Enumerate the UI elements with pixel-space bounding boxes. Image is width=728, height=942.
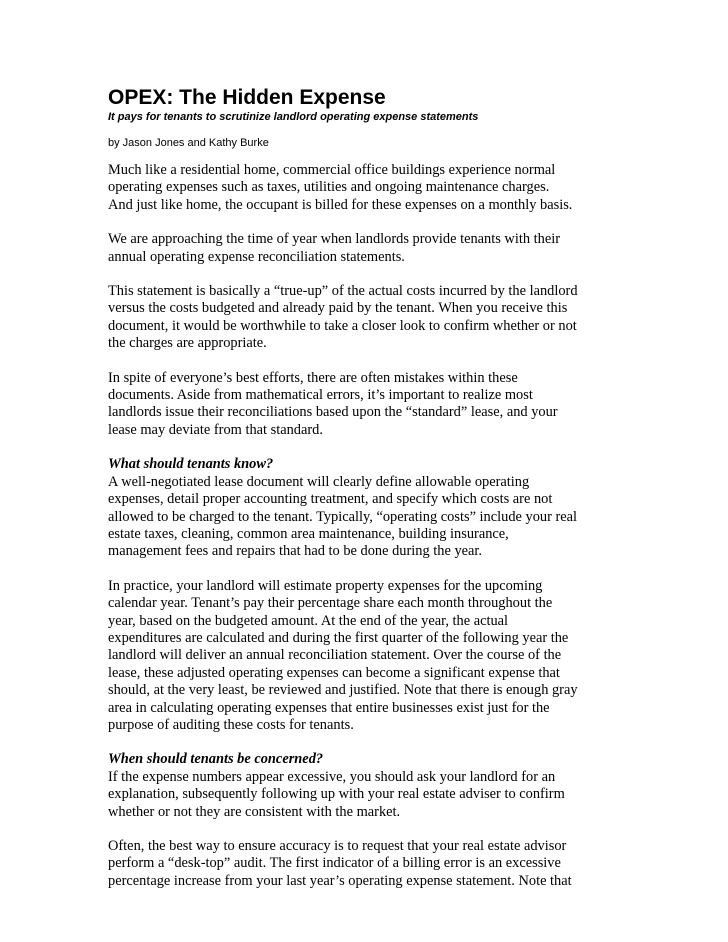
text-line: year, based on the budgeted amount. At the end of the year, the actual	[108, 612, 509, 629]
text-line: Much like a residential home, commercial office buildings experience normal	[108, 162, 556, 178]
text-line: If the expense numbers appear excessive, you should ask your landlord for an	[108, 768, 556, 785]
text-line: perform a “desk-top” audit. The first indicator of a billing error is an excessive	[108, 855, 561, 872]
paragraph	[108, 769, 628, 821]
paragraph-block	[108, 838, 628, 890]
paragraph-block	[108, 231, 628, 266]
text-line: A well-negotiated lease document will clearly define allowable operating	[108, 473, 530, 490]
article-subtitle: It pays for tenants to scrutinize landlord operating expense statements	[108, 111, 479, 123]
text-line: Often, the best way to ensure accuracy is to request that your real estate advisor	[108, 838, 567, 854]
paragraph	[108, 162, 628, 214]
section-block	[108, 751, 628, 821]
paragraph	[108, 283, 628, 353]
paragraph-block	[108, 162, 628, 214]
text-line: In spite of everyone’s best efforts, there are often mistakes within these	[108, 369, 518, 386]
text-line: versus the costs budgeted and already paid by the tenant. When you receive this	[108, 300, 568, 317]
paragraph	[108, 231, 628, 266]
section-heading: When should tenants be concerned?	[108, 751, 324, 768]
article-byline: by Jason Jones and Kathy Burke	[108, 137, 269, 149]
section-heading: What should tenants know?	[108, 456, 274, 473]
document-page	[108, 86, 628, 890]
text-line: expenditures are calculated and during the first quarter of the following year the	[108, 629, 569, 646]
text-line: In practice, your landlord will estimate property expenses for the upcoming	[108, 577, 543, 594]
text-line: document, it would be worthwhile to take a closer look to confirm whether or not	[108, 317, 577, 334]
text-line: allowed to be charged to the tenant. Typically, “operating costs” include your real	[108, 508, 578, 525]
paragraph	[108, 370, 628, 440]
paragraph-block	[108, 578, 628, 735]
text-line: whether or not they are consistent with the market.	[108, 803, 401, 820]
text-line: purpose of auditing these costs for tenants.	[108, 716, 354, 733]
paragraph	[108, 838, 628, 890]
text-line: We are approaching the time of year when landlords provide tenants with their	[108, 231, 560, 248]
text-line: documents. Aside from mathematical errors, it’s important to realize most	[108, 387, 533, 404]
paragraph-block	[108, 370, 628, 440]
text-line: percentage increase from your last year’s operating expense statement. Note that	[108, 872, 572, 889]
text-line: And just like home, the occupant is billed for these expenses on a monthly basis.	[108, 196, 573, 213]
text-line: area in calculating operating expenses that entire businesses exist just for the	[108, 699, 550, 716]
article-body	[108, 162, 628, 890]
paragraph	[108, 474, 628, 561]
text-line: lease may deviate from that standard.	[108, 421, 323, 438]
text-line: the charges are appropriate.	[108, 335, 267, 352]
text-line: estate taxes, cleaning, common area maintenance, building insurance,	[108, 525, 509, 542]
text-line: landlord will deliver an annual reconciliation statement. Over the course of the	[108, 647, 562, 664]
text-line: This statement is basically a “true-up” of the actual costs incurred by the landlord	[108, 283, 578, 300]
text-line: lease, these adjusted operating expenses can become a significant expense that	[108, 664, 560, 681]
text-line: expenses, detail proper accounting treatment, and specify which costs are not	[108, 491, 553, 508]
article-title: OPEX: The Hidden Expense	[108, 86, 386, 109]
paragraph-block	[108, 283, 628, 353]
text-line: explanation, subsequently following up with your real estate adviser to confirm	[108, 786, 565, 803]
text-line: calendar year. Tenant’s pay their percentage share each month throughout the	[108, 595, 553, 612]
text-line: operating expenses such as taxes, utilities and ongoing maintenance charges.	[108, 179, 550, 196]
text-line: annual operating expense reconciliation statements.	[108, 248, 405, 265]
text-line: management fees and repairs that had to be done during the year.	[108, 543, 483, 560]
text-line: landlords issue their reconciliations based upon the “standard” lease, and your	[108, 404, 558, 421]
paragraph	[108, 578, 628, 735]
text-line: should, at the very least, be reviewed and justified. Note that there is enough gray	[108, 682, 578, 699]
section-block	[108, 456, 628, 560]
